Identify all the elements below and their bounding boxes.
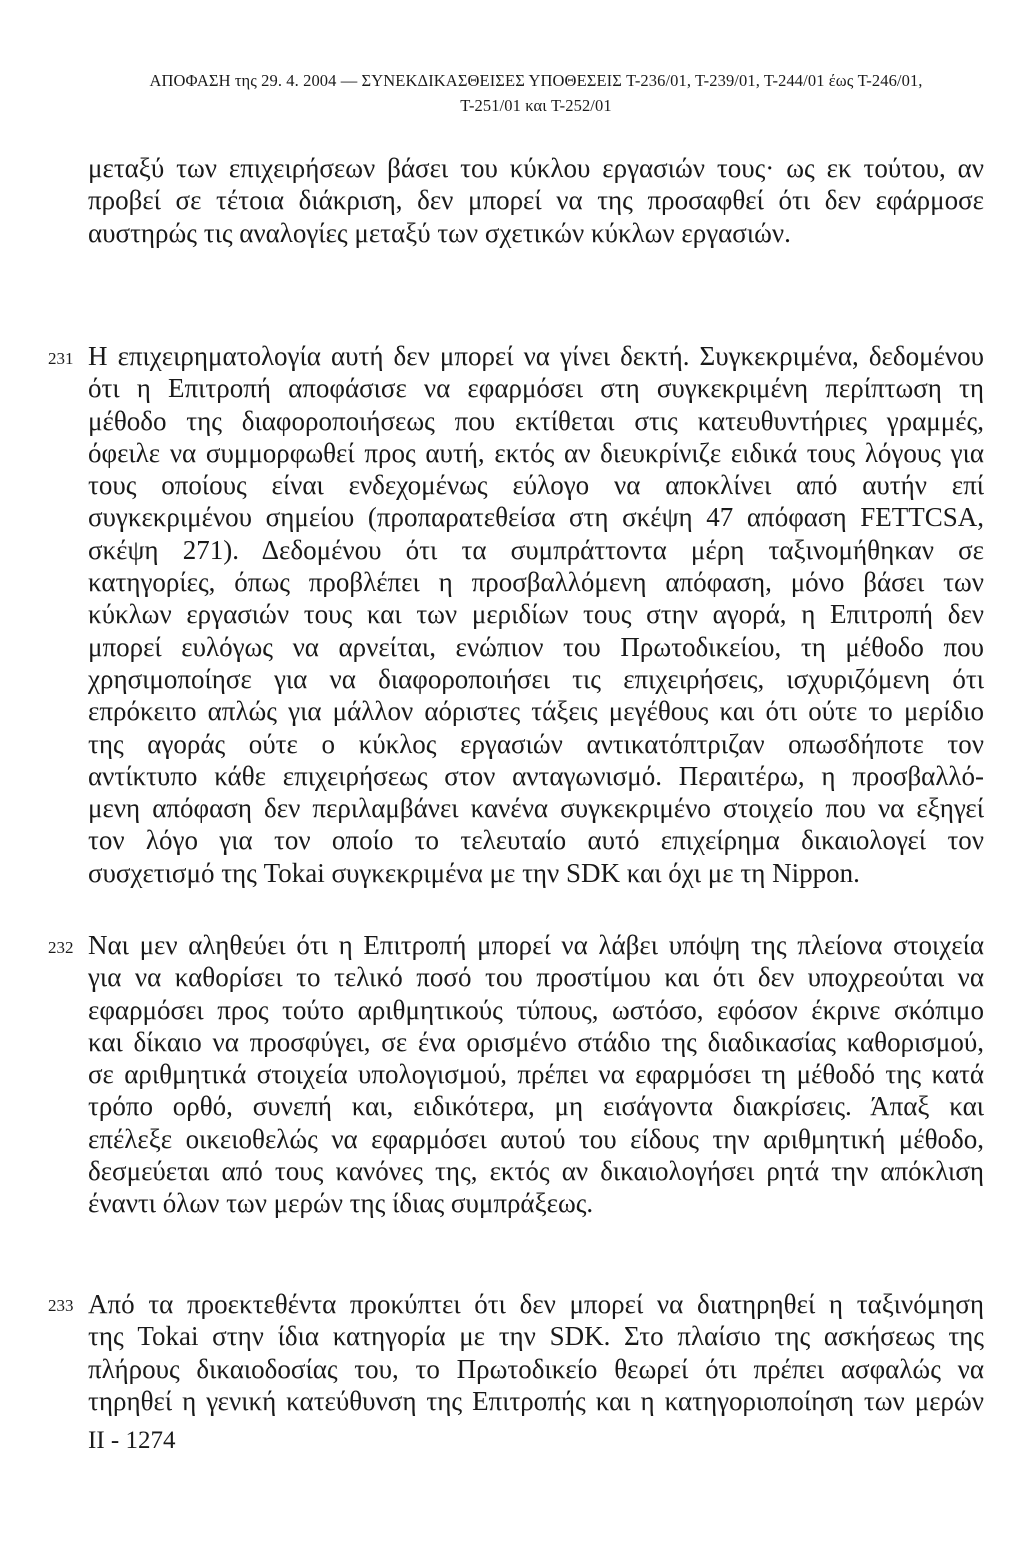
text-line: για να καθορίσει το τελικό ποσό του προστίμου και ότι δεν υποχρεούται να	[88, 962, 984, 993]
text-line: μέθοδο της διαφοροποιήσεως που εκτίθεται στις κατευθυντήριες γραμμές,	[88, 405, 984, 436]
text-line: δεσμεύεται από τους κανόνες της, εκτός αν δικαιολογήσει ρητά την απόκλιση	[88, 1156, 984, 1187]
text-line: και δίκαιο να προσφύγει, σε ένα ορισμένο στάδιο της διαδικασίας καθορισμού,	[88, 1026, 984, 1057]
page-number: II - 1274	[88, 1427, 176, 1454]
text-line: έναντι όλων των μερών της ίδιας συμπράξεως.	[88, 1188, 594, 1219]
text-line: ότι η Επιτροπή αποφάσισε να εφαρμόσει στη συγκεκριμένη περίπτωση τη	[88, 373, 984, 404]
text-line: μενη απόφαση δεν περιλαμβάνει κανένα συγκεκριμένο στοιχείο που να εξηγεί	[88, 793, 984, 824]
text-line: συγκεκριμένου σημείου (προπαρατεθείσα στη σκέψη 47 απόφαση FETTCSA,	[88, 502, 984, 533]
text-line: τους οποίους είναι ενδεχομένως εύλογο να αποκλίνει από αυτήν επί	[88, 470, 984, 501]
paragraph-number-231: 231	[48, 349, 74, 368]
text-line: κύκλων εργασιών τους και των μεριδίων τους στην αγορά, η Επιτροπή δεν	[88, 599, 984, 630]
paragraph-number-233: 233	[48, 1296, 74, 1315]
paragraph-232	[88, 929, 984, 1220]
paragraph-231	[88, 340, 984, 889]
text-line: τον λόγο για τον οποίο το τελευταίο αυτό επιχείρημα δικαιολογεί τον	[88, 825, 984, 856]
text-line: επρόκειτο απλώς για μάλλον αόριστες τάξεις μεγέθους και ότι ούτε το μερίδιο	[88, 696, 984, 727]
text-line: της Tokai στην ίδια κατηγορία με την SDK. Στο πλαίσιο της ασκήσεως της	[88, 1321, 984, 1352]
intro-paragraph	[88, 152, 984, 249]
running-header	[88, 68, 984, 118]
paragraph-number-232: 232	[48, 938, 74, 957]
paragraph-233	[88, 1288, 984, 1417]
text-line: αυστηρώς τις αναλογίες μεταξύ των σχετικών κύκλων εργασιών.	[88, 217, 791, 248]
text-line: Ναι μεν αληθεύει ότι η Επιτροπή μπορεί να λάβει υπόψη της πλείονα στοιχεία	[88, 930, 984, 960]
text-line: της αγοράς ούτε ο κύκλος εργασιών αντικατόπτριζαν οπωσδήποτε τον	[88, 728, 984, 759]
text-line: κατηγορίες, όπως προβλέπει η προσβαλλόμενη απόφαση, μόνο βάσει των	[88, 567, 984, 598]
text-line: πλήρους δικαιοδοσίας του, το Πρωτοδικείο θεωρεί ότι πρέπει ασφαλώς να	[88, 1353, 984, 1384]
text-line: αντίκτυπο κάθε επιχειρήσεως στον ανταγωνισμό. Περαιτέρω, η προσβαλλό-	[88, 760, 984, 791]
text-line: μεταξύ των επιχειρήσεων βάσει του κύκλου εργασιών τους· ως εκ τούτου, αν	[88, 153, 984, 183]
text-line: Από τα προεκτεθέντα προκύπτει ότι δεν μπορεί να διατηρηθεί η ταξινόμηση	[88, 1289, 984, 1319]
text-line: εφαρμόσει προς τούτο αριθμητικούς τύπους, ωστόσο, εφόσον έκρινε σκόπιμο	[88, 994, 984, 1025]
text-line: όφειλε να συμμορφωθεί προς αυτή, εκτός αν διευκρίνιζε ειδικά τους λόγους για	[88, 437, 984, 468]
text-line: προβεί σε τέτοια διάκριση, δεν μπορεί να της προσαφθεί ότι δεν εφάρμοσε	[88, 185, 984, 216]
text-line: Η επιχειρηματολογία αυτή δεν μπορεί να γίνει δεκτή. Συγκεκριμένα, δεδομένου	[88, 341, 984, 371]
text-line: χρησιμοποίησε για να διαφοροποιήσει τις επιχειρήσεις, ισχυριζόμενη ότι	[88, 663, 984, 694]
text-line: μπορεί ευλόγως να αρνείται, ενώπιον του Πρωτοδικείου, τη μέθοδο που	[88, 631, 984, 662]
text-line: επέλεξε οικειοθελώς να εφαρμόσει αυτού του είδους την αριθμητική μέθοδο,	[88, 1123, 984, 1154]
text-line: τρόπο ορθό, συνεπή και, ειδικότερα, μη εισάγοντα διακρίσεις. Άπαξ και	[88, 1091, 984, 1122]
text-line: συσχετισμό της Tokai συγκεκριμένα με την SDK και όχι με τη Nippon.	[88, 857, 860, 888]
text-line: τηρηθεί η γενική κατεύθυνση της Επιτροπής και η κατηγοριοποίηση των μερών	[88, 1385, 984, 1416]
text-line: σε αριθμητικά στοιχεία υπολογισμού, πρέπει να εφαρμόσει τη μέθοδό της κατά	[88, 1059, 984, 1090]
header-case-line-continued: T-251/01 και T-252/01	[460, 96, 612, 115]
text-line: σκέψη 271). Δεδομένου ότι τα συμπράττοντα μέρη ταξινομήθηκαν σε	[88, 534, 984, 565]
header-case-line: ΑΠΟΦΑΣΗ της 29. 4. 2004 — ΣΥΝΕΚΔΙΚΑΣΘΕΙΣΕΣ ΥΠΟΘΕΣΕΙΣ T-236/01, T-239/01, T-244/01 έως T-246/01,	[149, 71, 923, 90]
